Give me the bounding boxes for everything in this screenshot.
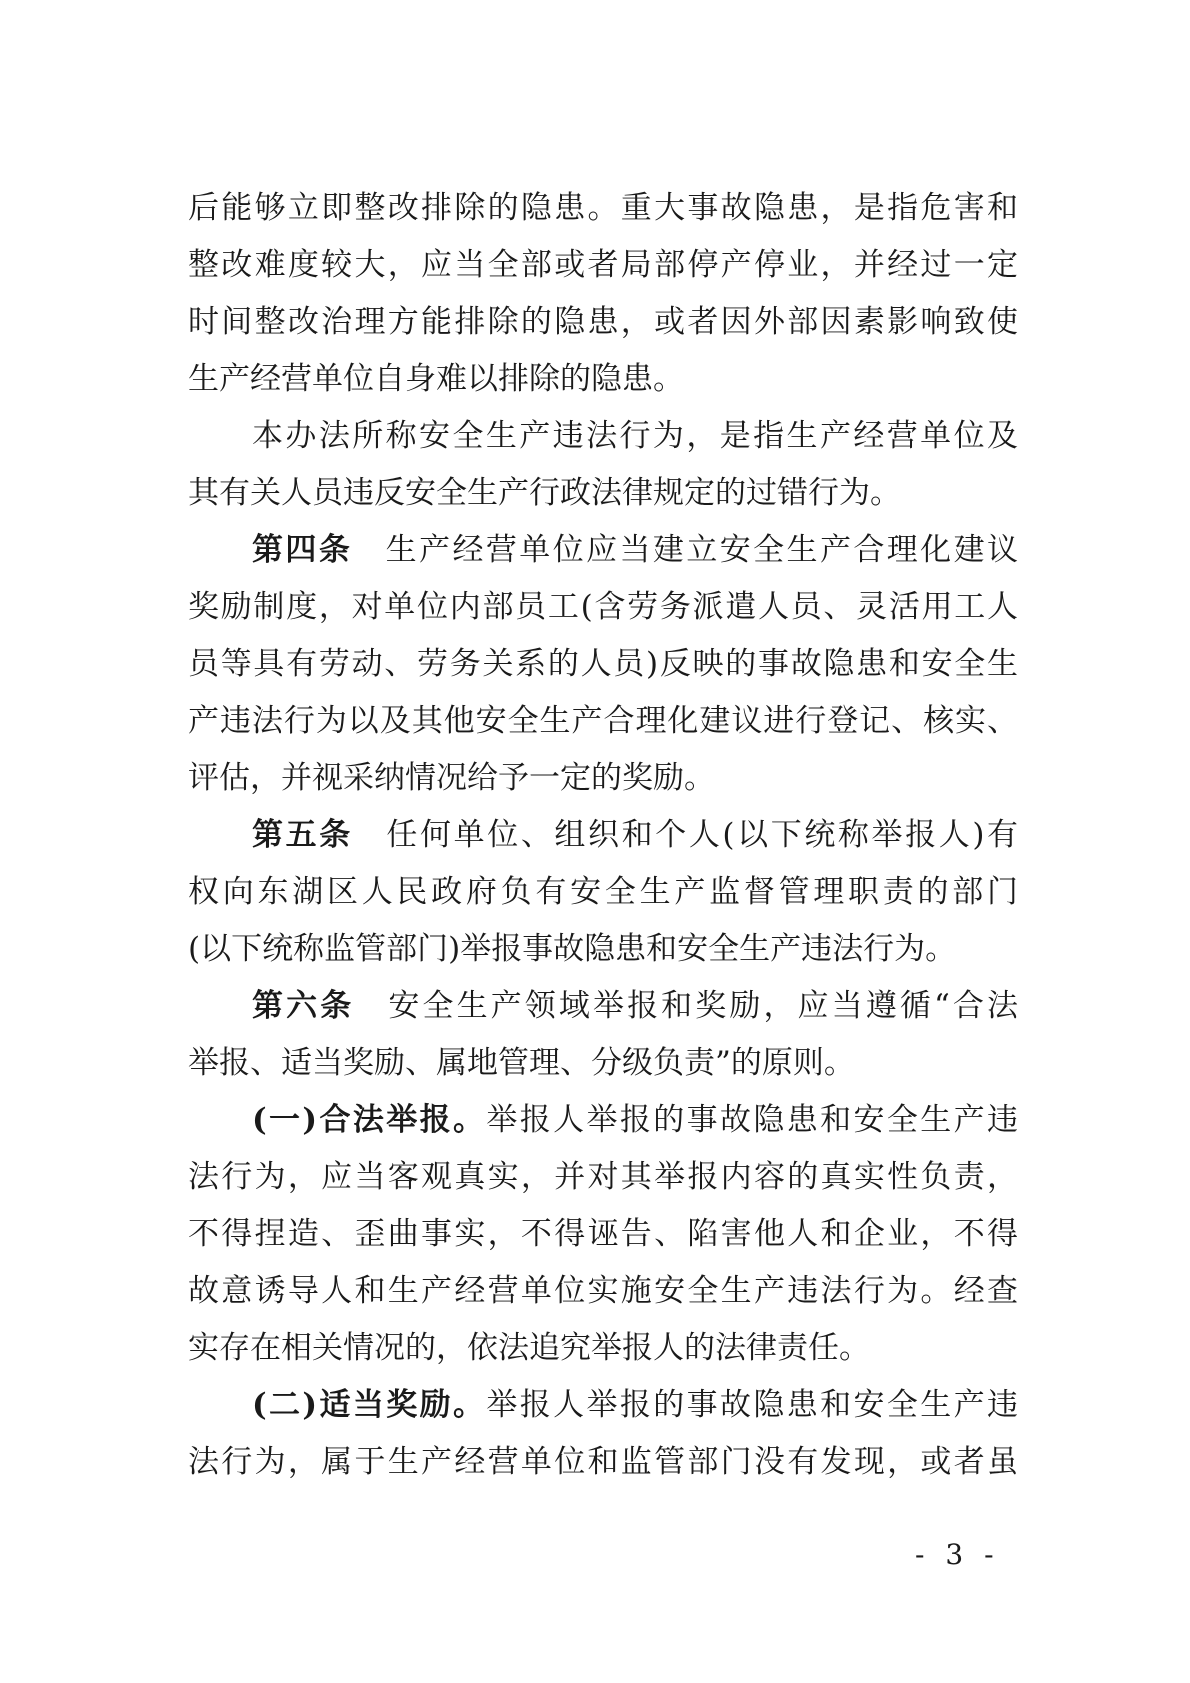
article-4-heading: 第四条 [252,532,353,568]
item-2-heading: (二)适当奖励。 [252,1387,487,1423]
item-2-text: 举报人举报的事故隐患和安全生产违 [486,1387,1019,1423]
article-5-first-line [188,807,1018,864]
page-number: - 3 - [915,1538,1000,1571]
article-4-first-line [188,522,1018,579]
text-line: 权向东湖区人民政府负有安全生产监督管理职责的部门 [188,874,1018,910]
item-1-heading: (一)合法举报。 [252,1102,487,1138]
article-4-text: 生产经营单位应当建立安全生产合理化建议 [383,532,1019,568]
text-line: 整改难度较大，应当全部或者局部停产停业，并经过一定 [188,247,1018,283]
item-1-first-line [188,1092,1018,1149]
text-line: 产违法行为以及其他安全生产合理化建议进行登记、核实、 [188,703,1018,739]
text-line: 法行为，属于生产经营单位和监管部门没有发现，或者虽 [188,1444,1018,1480]
text-line: 奖励制度，对单位内部员工(含劳务派遣人员、灵活用工人 [188,589,1018,625]
text-line: 员等具有劳动、劳务关系的人员)反映的事故隐患和安全生 [188,646,1018,682]
text-line: 实存在相关情况的，依法追究举报人的法律责任。 [188,1330,870,1366]
text-line: 时间整改治理方能排除的隐患，或者因外部因素影响致使 [188,304,1018,340]
article-5-text: 任何单位、组织和个人(以下统称举报人)有 [383,817,1019,853]
article-6-first-line [188,978,1018,1035]
text-line: 故意诱导人和生产经营单位实施安全生产违法行为。经查 [188,1273,1018,1309]
article-5-heading: 第五条 [252,817,353,853]
item-2-first-line [188,1377,1018,1434]
item-1-text: 举报人举报的事故隐患和安全生产违 [486,1102,1019,1138]
document-body [188,180,1018,1491]
article-6-text: 安全生产领域举报和奖励，应当遵循“合法 [385,988,1018,1024]
text-line: 评估，并视采纳情况给予一定的奖励。 [188,760,715,796]
text-line: 举报、适当奖励、属地管理、分级负责”的原则。 [188,1045,855,1081]
text-line: 其有关人员违反安全生产行政法律规定的过错行为。 [188,475,901,511]
text-line: 法行为，应当客观真实，并对其举报内容的真实性负责， [188,1159,1018,1195]
text-line: (以下统称监管部门)举报事故隐患和安全生产违法行为。 [188,931,957,967]
text-line: 不得捏造、歪曲事实，不得诬告、陷害他人和企业，不得 [188,1216,1018,1252]
text-line: 本办法所称安全生产违法行为，是指生产经营单位及 [252,418,1018,454]
article-6-heading: 第六条 [252,988,355,1024]
text-line: 生产经营单位自身难以排除的隐患。 [188,361,684,397]
text-line: 后能够立即整改排除的隐患。重大事故隐患，是指危害和 [188,190,1018,226]
